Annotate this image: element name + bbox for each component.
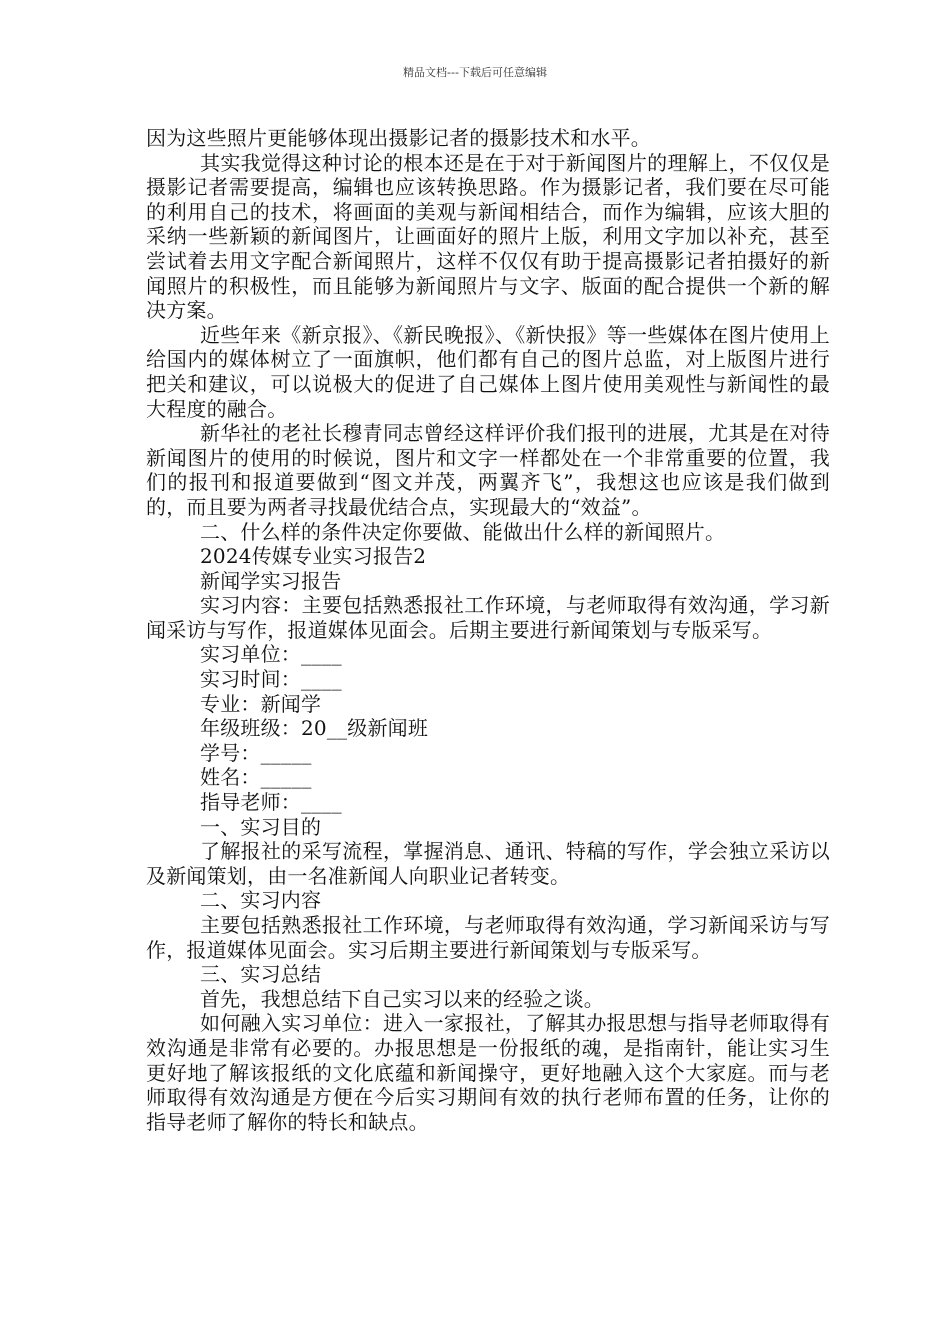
section-heading: 一、实习目的	[200, 814, 322, 839]
paragraph: 实习内容：主要包括熟悉报社工作环境，与老师取得有效沟通，学习新闻采访与写作，报道媒体见面会。后期主要进行新闻策划与专版采写。	[146, 593, 830, 642]
form-field-unit: 实习单位：____	[200, 642, 342, 667]
form-field-name: 姓名：_____	[200, 765, 312, 790]
form-field-major: 专业：新闻学	[200, 691, 322, 716]
section-heading: 三、实习总结	[200, 962, 322, 987]
form-field-student-id: 学号：_____	[200, 740, 312, 765]
paragraph: 因为这些照片更能够体现出摄影记者的摄影技术和水平。	[146, 126, 651, 150]
paragraph: 首先，我想总结下自己实习以来的经验之谈。	[200, 986, 604, 1011]
report-title: 2024传媒专业实习报告2	[200, 544, 427, 569]
paragraph: 新华社的老社长穆青同志曾经这样评价我们报刊的进展，尤其是在对待新闻图片的使用的时候说，图片和文字一样都处在一个非常重要的位置，我们的报刊和报道要做到“图文并茂，两翼齐飞”，我想这也应该是我们做到的，而且要为两者寻找最优结合点，实现最大的“效益”。	[146, 421, 830, 519]
paragraph: 主要包括熟悉报社工作环境，与老师取得有效沟通，学习新闻采访与写作，报道媒体见面会。实习后期主要进行新闻策划与专版采写。	[146, 913, 830, 962]
paragraph: 其实我觉得这种讨论的根本还是在于对于新闻图片的理解上，不仅仅是摄影记者需要提高，编辑也应该转换思路。作为摄影记者，我们要在尽可能的利用自己的技术，将画面的美观与新闻相结合，而作为编辑，应该大胆的采纳一些新颖的新闻图片，让画面好的照片上版，利用文字加以补充，甚至尝试着去用文字配合新闻照片，这样不仅仅有助于提高摄影记者拍摄好的新闻照片的积极性，而且能够为新闻照片与文字、版面的配合提供一个新的解决方案。	[146, 150, 830, 323]
paragraph: 近些年来《新京报》、《新民晚报》、《新快报》等一些媒体在图片使用上给国内的媒体树立了一面旗帜，他们都有自己的图片总监，对上版图片进行把关和建议，可以说极大的促进了自己媒体上图片使用美观性与新闻性的最大程度的融合。	[146, 322, 830, 421]
section-heading: 二、实习内容	[200, 888, 322, 913]
paragraph: 了解报社的采写流程，掌握消息、通讯、特稿的写作，学会独立采访以及新闻策划，由一名准新闻人向职业记者转变。	[146, 839, 830, 888]
page-header: 精品文档---下载后可任意编辑	[403, 66, 547, 79]
form-field-class: 年级班级：20__级新闻班	[200, 716, 429, 741]
section-question: 二、什么样的条件决定你要做、能做出什么样的新闻照片。	[200, 519, 726, 544]
form-field-time: 实习时间：____	[200, 667, 342, 692]
document-body	[146, 126, 830, 1134]
paragraph: 如何融入实习单位：进入一家报社，了解其办报思想与指导老师取得有效沟通是非常有必要的。办报思想是一份报纸的魂，是指南针，能让实习生更好地了解该报纸的文化底蕴和新闻操守，更好地融入这个大家庭。而与老师取得有效沟通是方便在今后实习期间有效的执行老师布置的任务，让你的指导老师了解你的特长和缺点。	[146, 1011, 830, 1134]
report-subtitle: 新闻学实习报告	[200, 568, 342, 593]
form-field-advisor: 指导老师：____	[200, 790, 342, 815]
